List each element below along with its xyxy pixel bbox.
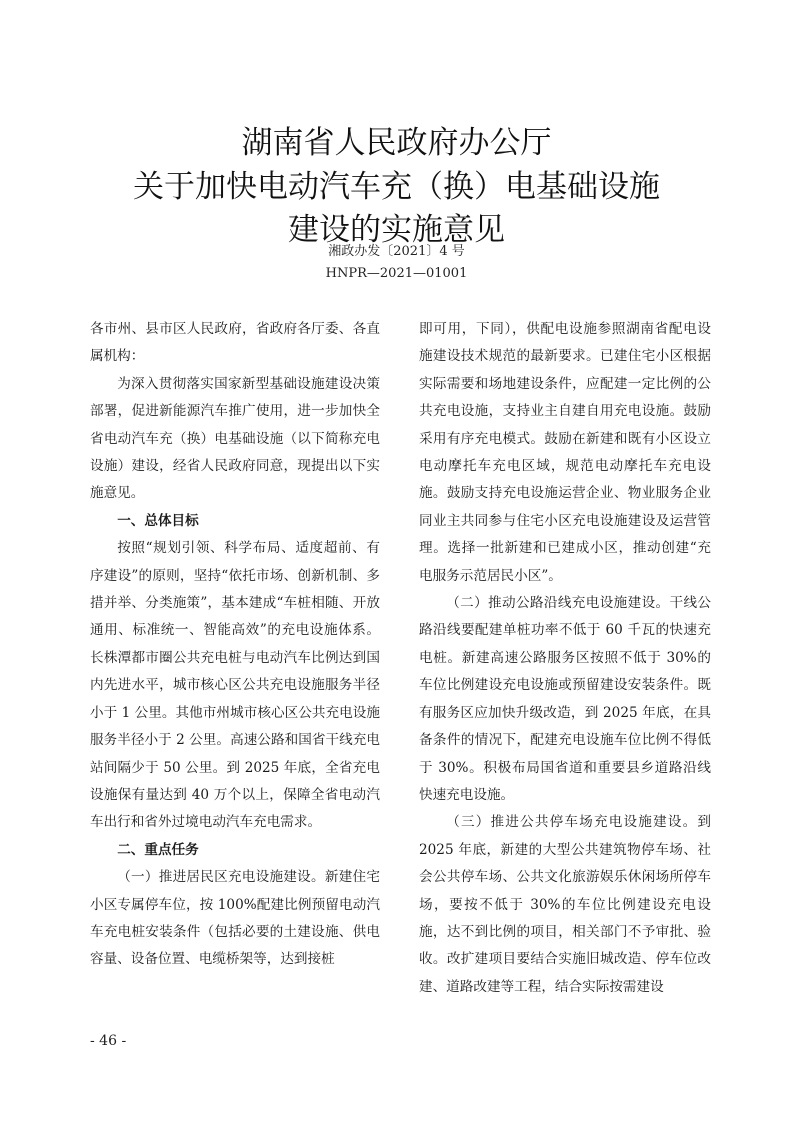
task-1-paragraph: （一）推进居民区充电设施建设。新建住宅小区专属停车位，按 100%配建比例预留电动汽车充电桩安装条件（包括必要的土建设施、供电容量、设备位置、电缆桥架等，达到接桩 [90,869,380,968]
task-2-paragraph: （二）推动公路沿线充电设施建设。干线公路沿线要配建单桩功率不低于 60 千瓦的快速充电桩。新建高速公路服务区按照不低于 30%的车位比例建设充电设施或预留建设安装条件。既有服务区应加快升级改造，到 2025 年底，在具备条件的情况下，配建充电设施车位比例不得低于 30%。积极布局国省道和重要县乡道路沿线快速充电设施。 [419,595,711,803]
page-number: - 46 - [90,1033,127,1049]
intro-paragraph: 为深入贯彻落实国家新型基础设施建设决策部署，促进新能源汽车推广使用，进一步加快全省电动汽车充（换）电基础设施（以下简称充电设施）建设，经省人民政府同意，现提出以下实施意见。 [90,375,380,502]
right-column [419,316,711,1001]
left-column [90,316,380,974]
document-title-line-3: 建设的实施意见 [288,212,505,248]
document-title-line-1: 湖南省人民政府办公厅 [241,125,552,161]
addressee: 各市州、县市区人民政府，省政府各厅委、各直属机构： [90,321,380,365]
section-heading-goals: 一、总体目标 [117,512,199,529]
task-1-continuation: 即可用，下同），供配电设施参照湖南省配电设施建设技术规范的最新要求。已建住宅小区根据实际需要和场地建设条件，应配建一定比例的公共充电设施，支持业主自建自用充电设施。鼓励采用有序充电模式。鼓励在新建和既有小区设立电动摩托车充电区域，规范电动摩托车充电设施。鼓励支持充电设施运营企业、物业服务企业同业主共同参与住宅小区充电设施建设及运营管理。选择一批新建和已建成小区，推动创建“充电服务示范居民小区”。 [419,321,711,584]
section-heading-tasks: 二、重点任务 [117,841,199,858]
document-title-line-2: 关于加快电动汽车充（换）电基础设施 [133,169,660,205]
registration-number: HNPR—2021—01001 [325,266,468,281]
task-3-paragraph: （三）推进公共停车场充电设施建设。到 2025 年底，新建的大型公共建筑物停车场、社会公共停车场、公共文化旅游娱乐休闲场所停车场，要按不低于 30%的车位比例建设充电设施，达不到比例的项目，相关部门不予审批、验收。改扩建项目要结合实施旧城改造、停车位改建、道路改建等工程，结合实际按需建设 [419,814,711,995]
document-number: 湘政办发〔2021〕4 号 [328,244,465,259]
goals-paragraph: 按照“规划引领、科学布局、适度超前、有序建设”的原则，坚持“依托市场、创新机制、多措并举、分类施策”，基本建成“车桩相随、开放通用、标准统一、智能高效”的充电设施体系。长株潭都市圈公共充电桩与电动汽车比例达到国内先进水平，城市核心区公共充电设施服务半径小于 1 公里。其他市州城市核心区公共充电设施服务半径小于 2 公里。高速公路和国省干线充电站间隔少于 50 公里。到 2025 年底，全省充电设施保有量达到 40 万个以上，保障全省电动汽车出行和省外过境电动汽车充电需求。 [90,540,380,831]
